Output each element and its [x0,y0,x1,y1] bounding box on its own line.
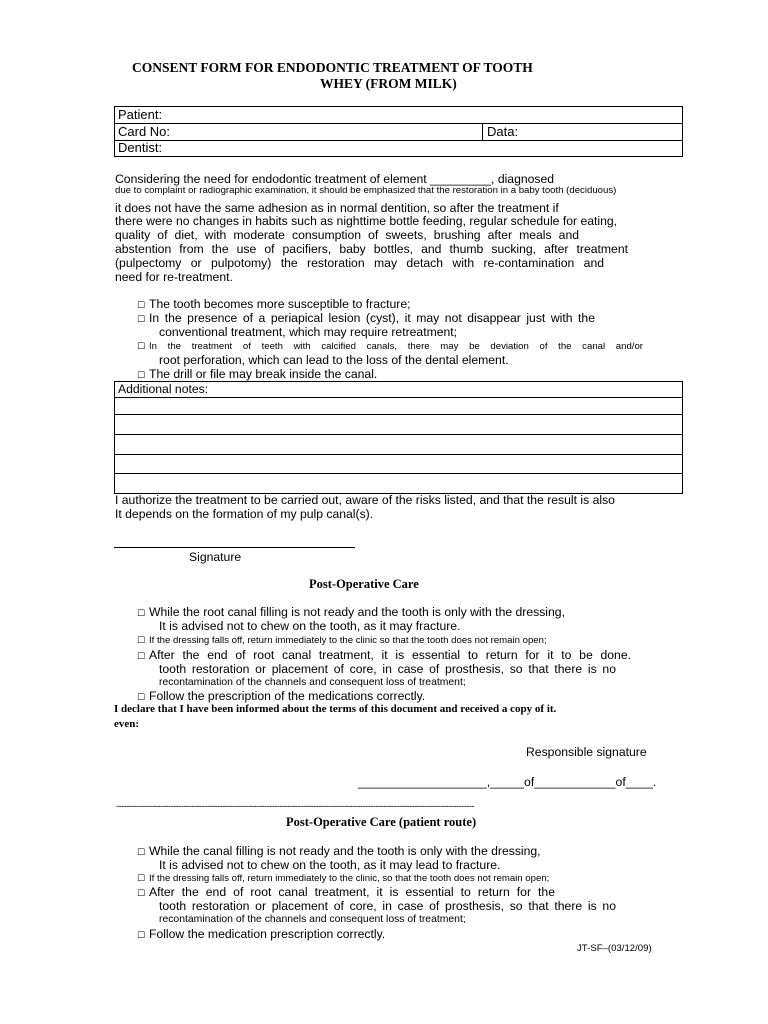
patient-route-item: ☐ While the canal filling is not ready and the tooth is only with the dressing, [137,844,541,858]
notes-row-line[interactable] [114,434,683,435]
post-op-item: ☐ After the end of root canal treatment, it is essential to return for it to be done. [137,648,631,662]
post-op-item-continuation: tooth restoration or placement of core, in case of prosthesis, so that there is no [159,662,616,676]
form-code: JT-SF–(03/12/09) [577,943,652,954]
date-field[interactable]: Data: [487,124,519,139]
patient-route-item: ☐ If the dressing falls off, return immediately to the clinic, so that the tooth does not remain open; [137,873,550,884]
additional-notes-label: Additional notes: [118,382,209,396]
checkbox-icon[interactable]: ☐ [137,636,146,646]
header-table [114,106,683,157]
patient-route-item-continuation: It is advised not to chew on the tooth, as it may lead to fracture. [159,858,501,872]
checkbox-icon[interactable]: ☐ [137,889,146,899]
checkbox-icon[interactable]: ☐ [137,931,146,941]
risk-item: ☐ In the treatment of teeth with calcified canals, there may be deviation of the canal and/or [137,341,643,352]
intro-line: need for re-treatment. [115,270,233,284]
post-op-item: ☐ Follow the prescription of the medications correctly. [137,689,426,703]
form-title-line1: CONSENT FORM FOR ENDODONTIC TREATMENT OF TOOTH [132,60,533,75]
authorization-text: I authorize the treatment to be carried out, aware of the risks listed, and that the result is also [115,493,615,507]
header-table-divider [482,123,483,140]
post-op-item-continuation: It is advised not to chew on the tooth, as it may fracture. [159,619,461,633]
intro-line: abstention from the use of pacifiers, baby bottles, and thumb sucking, after treatment [115,242,628,256]
risk-item: ☐ In the presence of a periapical lesion (cyst), it may not disappear just with the [137,311,595,325]
post-op-item: ☐ If the dressing falls off, return immediately to the clinic so that the tooth does not remain open; [137,635,547,646]
patient-route-item-continuation: tooth restoration or placement of core, in case of prosthesis, so that there is no [159,899,616,913]
authorization-text: It depends on the formation of my pulp canal(s). [115,507,374,521]
checkbox-icon[interactable]: ☐ [137,693,146,703]
checkbox-icon[interactable]: ☐ [137,371,146,381]
notes-row-line[interactable] [114,414,683,415]
post-op-heading: Post-Operative Care [309,577,419,591]
card-number-field[interactable]: Card No: [118,124,171,139]
checkbox-icon[interactable]: ☐ [137,848,146,858]
cut-line: ------------------------------------------------------------------------------------------------------------------------------------------ [116,801,475,812]
post-op-item: ☐ While the root canal filling is not ready and the tooth is only with the dressing, [137,605,565,619]
notes-row-line[interactable] [114,454,683,455]
header-table-divider [114,140,683,141]
notes-row-line[interactable] [114,473,683,474]
dentist-field[interactable]: Dentist: [118,140,163,155]
intro-line: (pulpectomy or pulpotomy) the restoration may detach with re-contamination and [115,256,604,270]
intro-line: it does not have the same adhesion as in normal dentition, so after the treatment if [115,201,559,215]
signature-line[interactable] [114,547,355,548]
form-title-line2: WHEY (FROM MILK) [320,76,457,91]
checkbox-icon[interactable]: ☐ [137,652,146,662]
risk-item: ☐ The tooth becomes more susceptible to fracture; [137,297,411,311]
post-op-item-continuation: recontamination of the channels and consequent loss of treatment; [159,677,466,688]
intro-line: Considering the need for endodontic treatment of element _________, diagnosed [115,172,555,186]
intro-line: there were no changes in habits such as nighttime bottle feeding, regular schedule for eating, [115,214,618,228]
patient-route-heading: Post-Operative Care (patient route) [286,815,477,829]
patient-route-item: ☐ After the end of root canal treatment, it is essential to return for the [137,885,555,899]
patient-route-item: ☐ Follow the medication prescription correctly. [137,927,386,941]
patient-route-item-continuation: recontamination of the channels and consequent loss of treatment; [159,914,466,925]
risk-item: ☐ The drill or file may break inside the canal. [137,367,378,381]
notes-row-line[interactable] [114,397,683,398]
signature-label: Signature [189,550,242,564]
checkbox-icon[interactable]: ☐ [137,874,146,884]
patient-field[interactable]: Patient: [118,107,163,122]
checkbox-icon[interactable]: ☐ [137,315,146,325]
responsible-signature-label: Responsible signature [526,745,647,759]
header-table-divider [114,123,683,124]
date-place-line[interactable]: ___________________,_____of____________of____. [358,775,657,789]
risk-item-continuation: conventional treatment, which may require retreatment; [159,325,458,339]
declaration-text: even: [114,718,140,730]
intro-line: quality of diet, with moderate consumption of sweets, brushing after meals and [115,228,579,242]
checkbox-icon[interactable]: ☐ [137,342,146,352]
declaration-text: I declare that I have been informed about the terms of this document and received a copy of it. [114,703,557,715]
risk-item-continuation: root perforation, which can lead to the loss of the dental element. [159,353,509,367]
checkbox-icon[interactable]: ☐ [137,301,146,311]
intro-line-small: due to complaint or radiographic examination, it should be emphasized that the restoration in a baby tooth (deciduous) [115,185,617,196]
checkbox-icon[interactable]: ☐ [137,609,146,619]
